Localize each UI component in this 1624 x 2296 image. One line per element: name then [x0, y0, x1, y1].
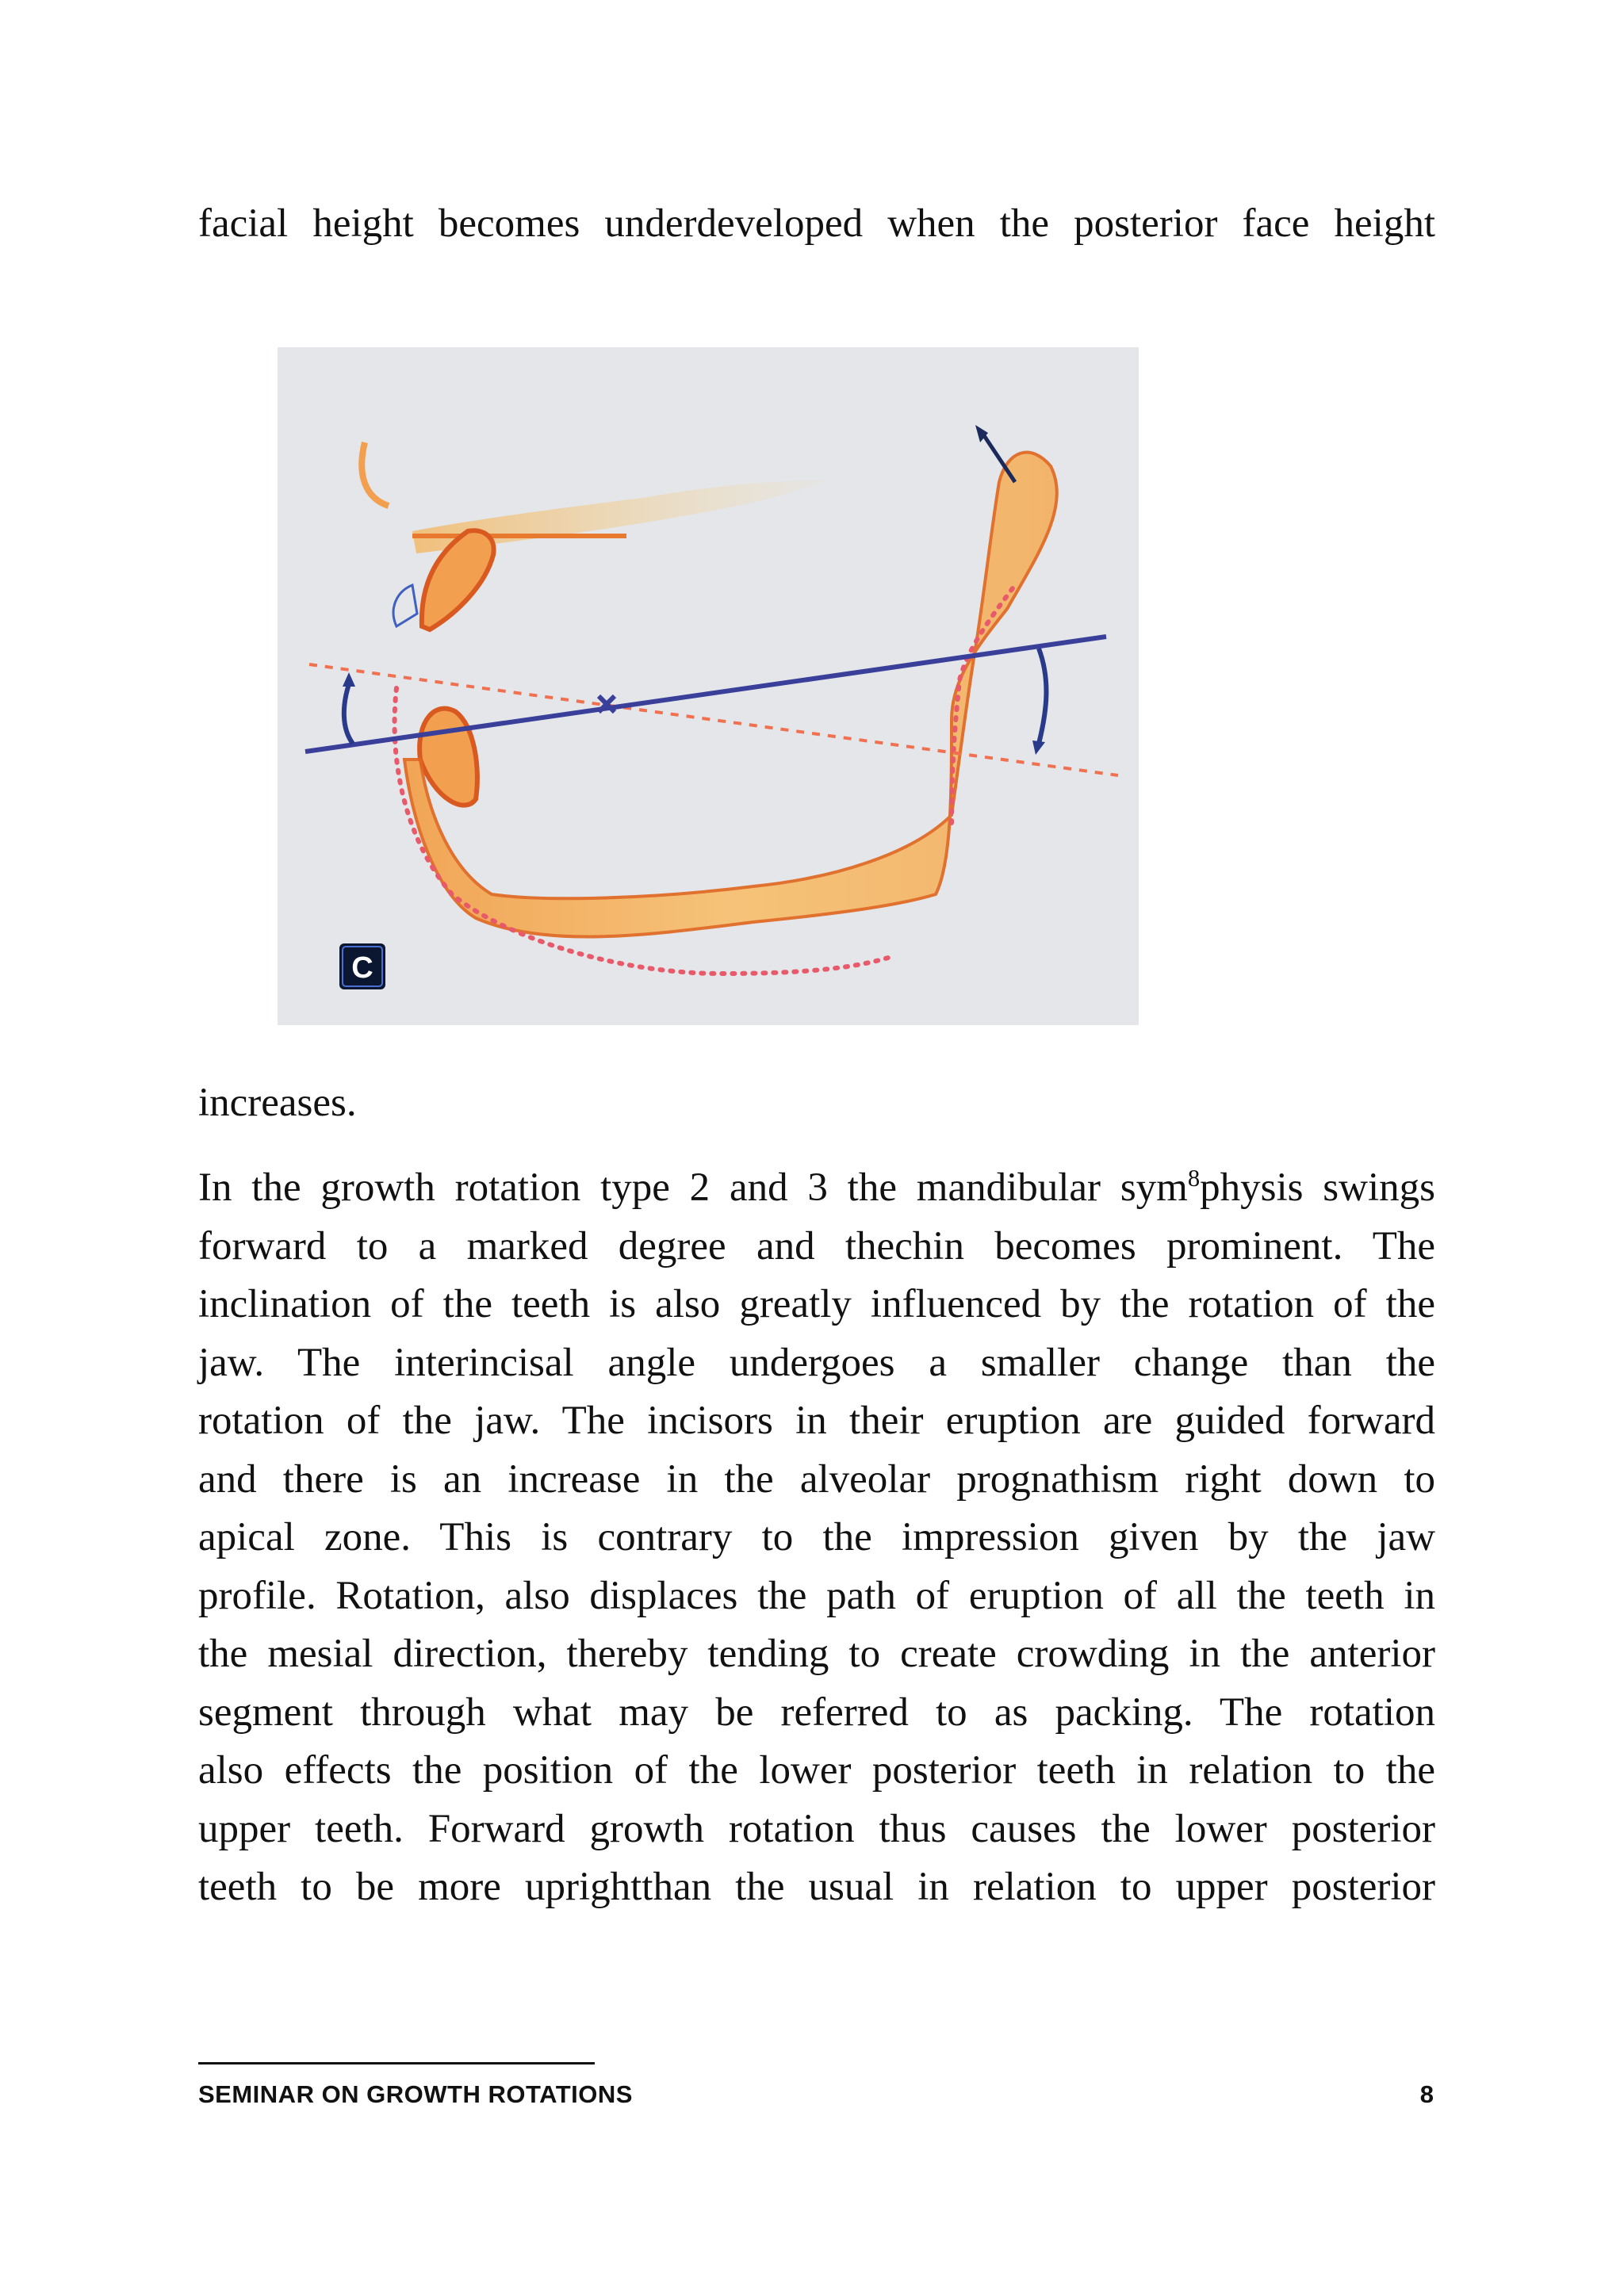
upper-incisor-crown [393, 585, 417, 626]
text-line: upper teeth. Forward growth rotation thus causes the lower posterior [198, 1806, 1435, 1851]
text-line: the mesial direction, thereby tending to create crowding in the anterior [198, 1632, 1435, 1676]
body-text-increases [198, 1074, 1435, 1133]
text-line: rotation of the jaw. The incisors in their eruption are guided forward [198, 1399, 1435, 1443]
body-text-top [198, 195, 1435, 254]
rotation-line [305, 637, 1106, 752]
text-line: forward to a marked degree and thechin becomes prominent. The [198, 1223, 1435, 1269]
growth-rotation-figure [278, 347, 1139, 1025]
text-line: In the growth rotation type 2 and 3 the mandibular sym$^8$physis swings [198, 1165, 1435, 1210]
upper-incisor-root [362, 442, 389, 506]
text-line: increases. [198, 1081, 357, 1125]
left-arrow-head [343, 672, 355, 687]
right-rotation-arrow [1039, 649, 1046, 744]
footer-rule [198, 2062, 595, 2064]
lower-incisor [419, 709, 477, 806]
body-paragraph [198, 1159, 1435, 1917]
figure-drawing [278, 347, 1139, 1025]
text-line: and there is an increase in the alveolar prognathism right down to [198, 1456, 1435, 1502]
text-line: segment through what may be referred to as packing. The rotation [198, 1689, 1435, 1735]
text-line: also effects the position of the lower posterior teeth in relation to the [198, 1748, 1435, 1793]
panel-label: C [351, 951, 373, 985]
text-line: teeth to be more uprightthan the usual in relation to upper posterior [198, 1865, 1435, 1909]
right-arrow-head [1032, 740, 1045, 755]
footer-title: SEMINAR ON GROWTH ROTATIONS [198, 2080, 633, 2108]
text-line: apical zone. This is contrary to the impression given by the jaw [198, 1515, 1435, 1559]
left-rotation-arrow [344, 684, 353, 744]
text-line: facial height becomes underdeveloped when the posterior face height [198, 201, 1435, 246]
text-line: profile. Rotation, also displaces the path of eruption of all the teeth in [198, 1573, 1435, 1618]
footnote-marker: 8 [1187, 1165, 1201, 1192]
text-line: inclination of the teeth is also greatly influenced by the rotation of the [198, 1282, 1435, 1326]
text-line: jaw. The interincisal angle undergoes a smaller change than the [198, 1340, 1435, 1385]
page-number: 8 [1419, 2080, 1434, 2108]
